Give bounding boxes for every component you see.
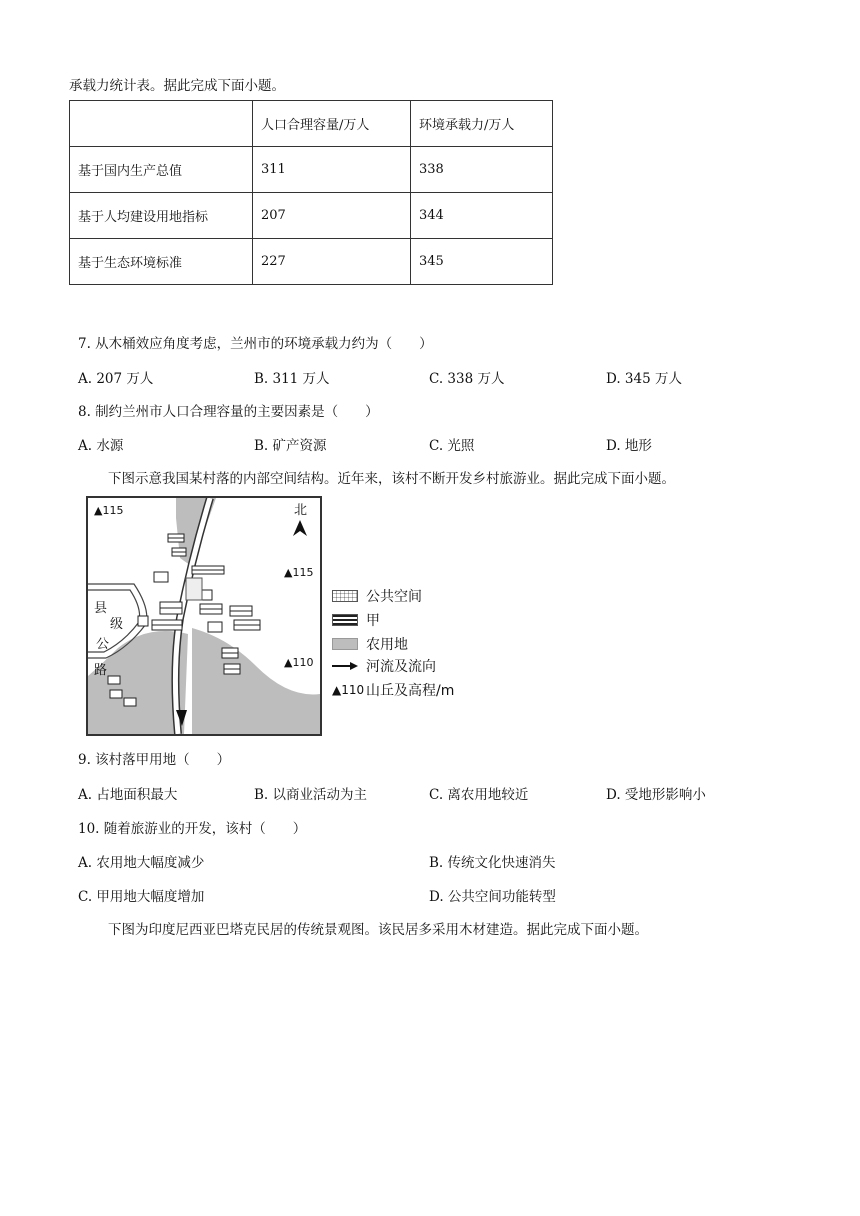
question-7-option-a: A. 207 万人 (78, 371, 154, 387)
table-row (70, 239, 553, 285)
question-9-option-d: D. 受地形影响小 (606, 787, 706, 803)
legend-label: 甲 (366, 613, 380, 629)
legend-label: 河流及流向 (366, 659, 436, 675)
village-map-drawing (88, 498, 320, 734)
question-7-option-c: C. 338 万人 (429, 371, 505, 387)
river-arrow-icon (332, 660, 358, 672)
table-cell: 227 (253, 239, 411, 285)
statistics-table (69, 100, 553, 285)
question-9-option-b: B. 以商业活动为主 (254, 787, 368, 803)
farmland-southeast (192, 628, 320, 734)
table-header-cell: 环境承载力/万人 (411, 101, 553, 147)
question-7-option-b: B. 311 万人 (254, 371, 330, 387)
jia-swatch (332, 614, 358, 626)
question-8-option-c: C. 光照 (429, 438, 475, 454)
public-space (186, 578, 202, 600)
legend-label: 农用地 (366, 637, 408, 653)
passage-2: 下图示意我国某村落的内部空间结构。近年来，该村不断开发乡村旅游业。据此完成下面小题。 (108, 471, 675, 487)
question-9-option-a: A. 占地面积最大 (78, 787, 178, 803)
table-row (70, 147, 553, 193)
elevation-marker-ne: ▲115 (284, 566, 314, 579)
question-9-option-c: C. 离农用地较近 (429, 787, 529, 803)
intro-line: 承载力统计表。据此完成下面小题。 (69, 78, 285, 94)
table-cell: 338 (411, 147, 553, 193)
question-7-stem: 7. 从木桶效应角度考虑，兰州市的环境承载力约为（ ） (78, 336, 433, 352)
hill-icon: ▲110 (332, 683, 365, 697)
legend-label: 山丘及高程/m (366, 683, 455, 699)
table-header-cell: 人口合理容量/万人 (253, 101, 411, 147)
table-cell: 207 (253, 193, 411, 239)
table-cell: 基于人均建设用地指标 (70, 193, 253, 239)
question-8-stem: 8. 制约兰州市人口合理容量的主要因素是（ ） (78, 404, 379, 420)
elevation-marker-nw: ▲115 (94, 504, 124, 517)
question-10-option-d: D. 公共空间功能转型 (429, 889, 556, 905)
road-label-char: 公 (96, 637, 110, 652)
table-cell: 基于生态环境标准 (70, 239, 253, 285)
table-header-cell (70, 101, 253, 147)
legend-item-river (332, 656, 436, 676)
question-7-option-d: D. 345 万人 (606, 371, 682, 387)
road-label-char: 路 (94, 663, 108, 678)
elevation-marker-se: ▲110 (284, 656, 314, 669)
legend-label: 公共空间 (366, 589, 422, 605)
question-8-option-b: B. 矿产资源 (254, 438, 327, 454)
public-space-swatch (332, 590, 358, 602)
question-8-option-a: A. 水源 (78, 438, 124, 454)
question-10-option-c: C. 甲用地大幅度增加 (78, 889, 205, 905)
road-label-char: 级 (110, 617, 124, 632)
legend-item-jia (332, 610, 380, 630)
north-label: 北 (294, 503, 308, 518)
question-9-stem: 9. 该村落甲用地（ ） (78, 752, 231, 768)
table-cell: 311 (253, 147, 411, 193)
question-10-option-a: A. 农用地大幅度减少 (78, 855, 205, 871)
north-arrow-icon (293, 520, 307, 536)
question-10-stem: 10. 随着旅游业的开发，该村（ ） (78, 821, 307, 837)
legend-item-farmland (332, 634, 408, 654)
passage-3: 下图为印度尼西亚巴塔克民居的传统景观图。该民居多采用木材建造。据此完成下面小题。 (108, 922, 648, 938)
legend-item-public-space (332, 586, 422, 606)
table-cell: 344 (411, 193, 553, 239)
road-label-char: 县 (94, 601, 108, 616)
legend-item-hill (332, 680, 454, 700)
question-8-option-d: D. 地形 (606, 438, 652, 454)
table-cell: 345 (411, 239, 553, 285)
question-10-option-b: B. 传统文化快速消失 (429, 855, 556, 871)
village-map (86, 496, 322, 736)
table-row (70, 193, 553, 239)
table-cell: 基于国内生产总值 (70, 147, 253, 193)
table-header-row (70, 101, 553, 147)
farmland-swatch (332, 638, 358, 650)
